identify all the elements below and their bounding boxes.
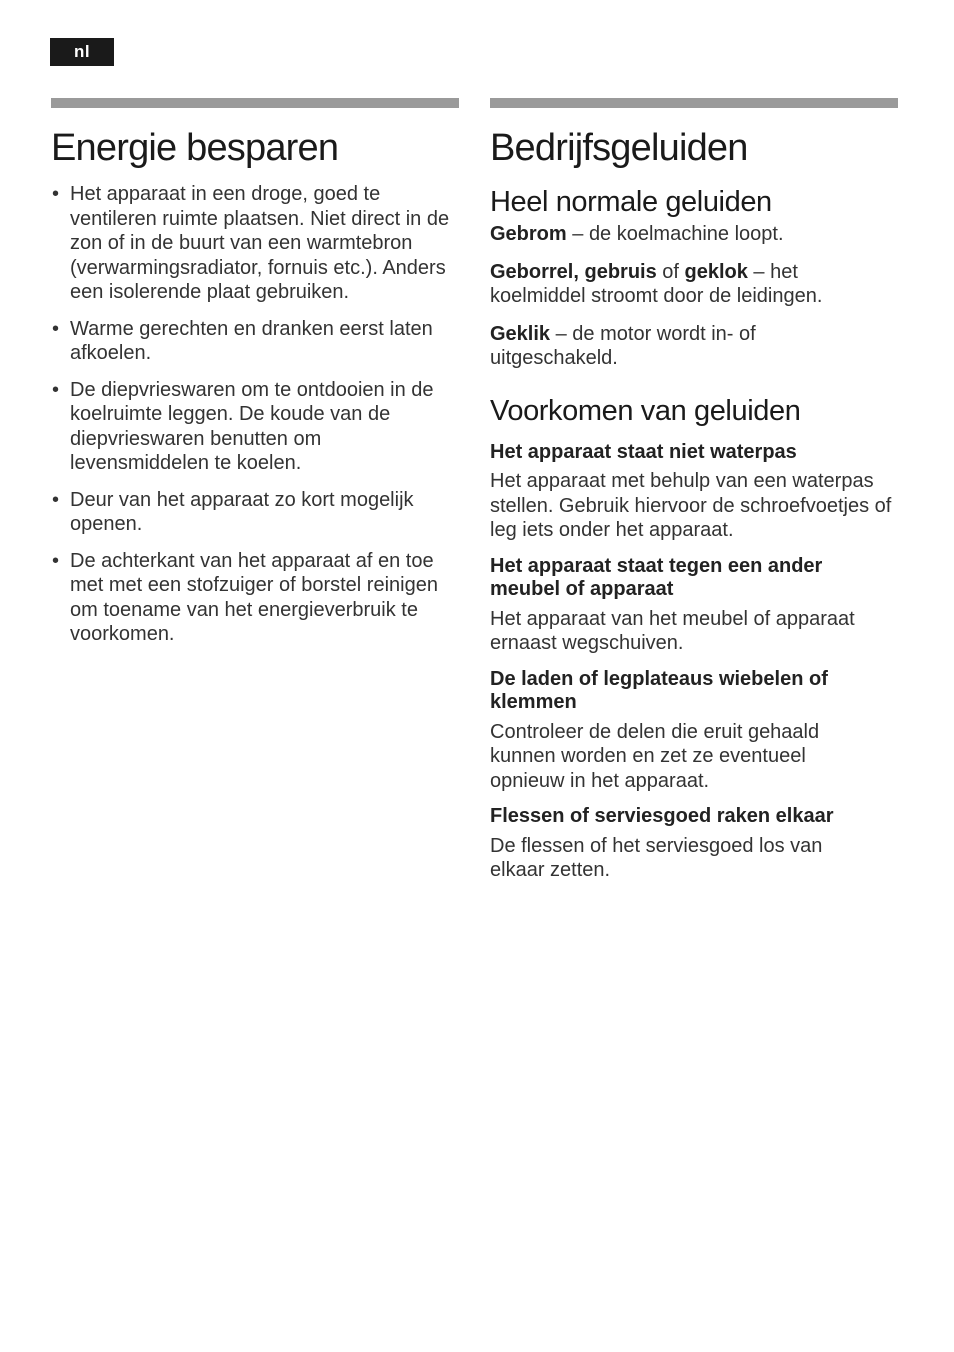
noise-separator: –: [747, 260, 771, 283]
noise-separator: –: [550, 322, 573, 345]
normal-noises-heading: Heel normale geluiden: [490, 186, 772, 218]
prevent-noises-heading: Voorkomen van geluiden: [490, 394, 801, 427]
noise-description: de motor wordt in- of uitgeschakeld.: [490, 322, 756, 369]
noise-description: de koelmachine loopt.: [588, 223, 784, 245]
noise-entry-click: [490, 322, 780, 371]
bullet-icon: •: [52, 488, 60, 511]
issue-description: De flessen of het serviesgoed los van elkaar zetten.: [490, 834, 823, 881]
bullet-icon: •: [52, 183, 60, 205]
list-item-text: Warme gerechten en dranken eerst laten afkoelen.: [70, 317, 433, 364]
issue-description: Het apparaat met behulp van een waterpas stellen. Gebruik hiervoor de schroefvoetjes of leg iets onder het apparaat.: [490, 470, 892, 541]
noise-joiner: of: [656, 260, 685, 283]
issue-title: Flessen of serviesgoed raken elkaar: [490, 805, 834, 827]
language-tab: nl: [50, 38, 114, 66]
noise-entry-bubbling: [490, 260, 898, 309]
list-item-text: De diepvrieswaren om te ontdooien in de koelruimte leggen. De koude van de diepvrieswaren benutten om levensmiddelen te koelen.: [70, 378, 434, 474]
list-item: [51, 488, 459, 537]
noise-entry-hum: [490, 222, 898, 247]
list-item: [51, 182, 459, 305]
issue-title: De laden of legplateaus wiebelen of klemmen: [490, 667, 828, 713]
issue-description: Controleer de delen die eruit gehaald kunnen worden en zet ze eventueel opnieuw in het apparaat.: [490, 720, 820, 792]
bullet-icon: •: [52, 317, 60, 340]
energy-saving-section: [51, 98, 459, 659]
energy-saving-title: Energie besparen: [51, 127, 339, 169]
operating-noises-section: [490, 98, 898, 883]
section-divider: [51, 98, 459, 108]
list-item: [51, 378, 459, 476]
noise-term: Geklik: [490, 322, 551, 345]
list-item: [51, 549, 459, 647]
operating-noises-title: Bedrijfsgeluiden: [490, 127, 748, 169]
list-item-text: Deur van het apparaat zo kort mogelijk openen.: [70, 488, 414, 535]
issue-title: Het apparaat staat tegen een ander meubel of apparaat: [490, 554, 823, 600]
noise-term: Geborrel, gebruis: [490, 260, 657, 283]
energy-tips-list: [51, 182, 459, 647]
bullet-icon: •: [52, 378, 60, 401]
list-item: [51, 317, 459, 366]
noise-term-secondary: geklok: [684, 260, 748, 283]
issue-title: Het apparaat staat niet waterpas: [490, 440, 797, 463]
noise-separator: –: [566, 223, 589, 245]
list-item-text: De achterkant van het apparaat af en toe met met een stofzuiger of borstel reinigen om toename van het energieverbruik te voorkomen.: [70, 549, 438, 645]
issue-description: Het apparaat van het meubel of apparaat ernaast wegschuiven.: [490, 607, 855, 654]
noise-description: het koelmiddel stroomt door de leidingen.: [490, 260, 823, 307]
noise-term: Gebrom: [490, 223, 567, 245]
list-item-text: Het apparaat in een droge, goed te ventileren ruimte plaatsen. Niet direct in de zon of in de buurt van een warmtebron (verwarmingsradiator, fornuis etc.). Anders een isolerende plaat gebruiken.: [70, 183, 450, 303]
section-divider: [490, 98, 898, 108]
bullet-icon: •: [52, 549, 60, 572]
